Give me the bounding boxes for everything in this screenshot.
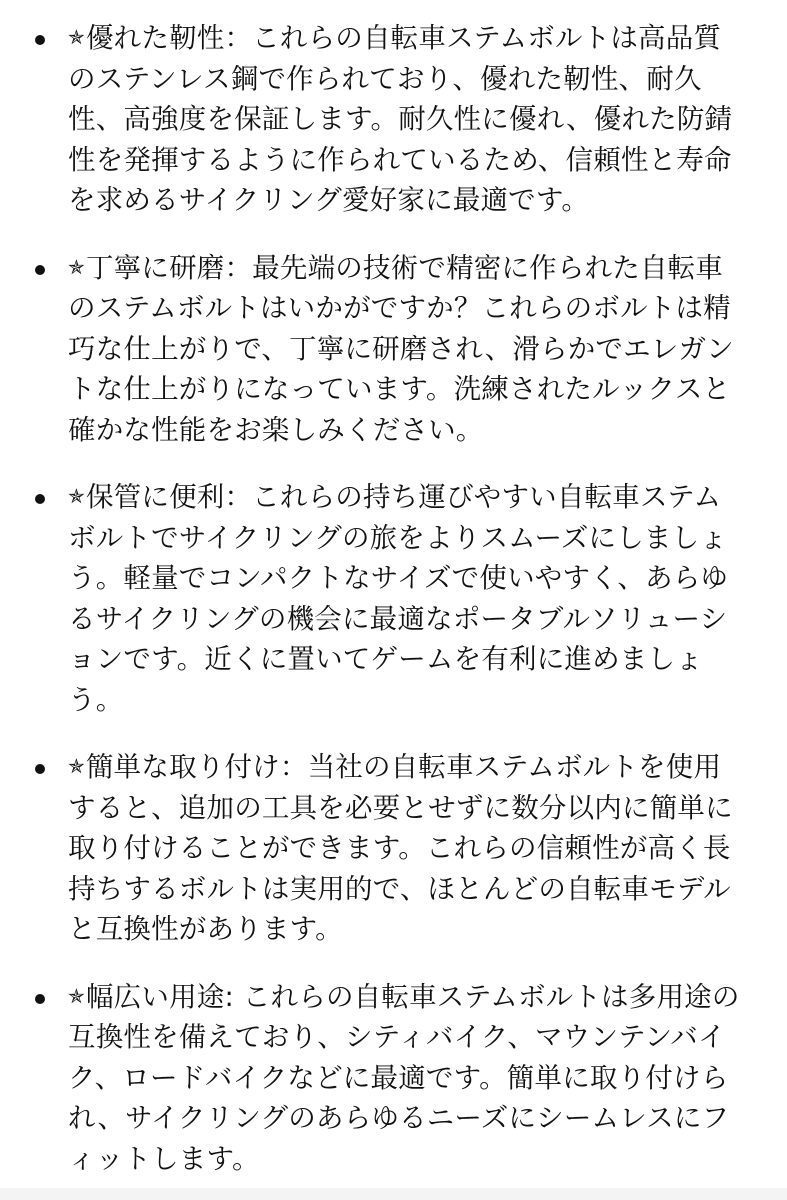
feature-title: 保管に便利： [85, 481, 253, 513]
star-icon: ✯ [68, 754, 85, 778]
bullet-dot [35, 35, 45, 45]
star-icon: ✯ [68, 254, 85, 279]
star-icon: ✯ [68, 484, 85, 508]
feature-body: これらの持ち運びやすい自転車ステムボルトでサイクリングの旅をよりスムーズにしましょう。軽量でコンパクトなサイズで使いやすく、あらゆるサイクリングの機会に最適なポータブルソリューションです。近くに置いてゲームを有利に進めましょう。 [68, 481, 729, 716]
feature-item-toughness [0, 18, 787, 221]
feature-item-storage [0, 477, 787, 720]
feature-body: 当社の自転車ステムボルトを使用すると、追加の工具を必要とせずに数分以内に簡単に取り付けることができます。これらの信頼性が高く長持ちするボルトは実用的で、ほとんどの自転車モデルと互換性があります。 [68, 751, 733, 945]
feature-body: これらの自転車ステムボルトは高品質のステンレス鋼で作られており、優れた靭性、耐久性、高強度を保証します。耐久性に優れ、優れた防錆性を発揮するように作られているため、信頼性と寿命を求めるサイクリング愛好家に最適です。 [68, 22, 733, 216]
bullet-dot [35, 764, 45, 774]
bullet-dot [35, 265, 45, 275]
feature-item-versatile [0, 977, 787, 1180]
feature-body: これらの自転車ステムボルトは多用途の互換性を備えており、シティバイク、マウンテンバイク、ロードバイクなどに最適です。簡単に取り付けられ、サイクリングのあらゆるニーズにシームレスにフィットします。 [68, 980, 740, 1175]
feature-title: 丁寧に研磨： [85, 251, 253, 284]
feature-item-installation [0, 747, 787, 950]
feature-title: 簡単な取り付け： [85, 751, 308, 783]
feature-title: 幅広い用途: [85, 980, 243, 1013]
star-icon: ✯ [68, 983, 85, 1008]
feature-body: 最先端の技術で精密に作られた自転車のステムボルトはいかがですか？これらのボルトは精巧な仕上がりで、丁寧に研磨され、滑らかでエレガントな仕上がりになっています。洗練されたルックスと確かな性能をお楽しみください。 [68, 251, 734, 446]
bullet-dot [35, 994, 45, 1004]
feature-item-polished [0, 248, 787, 451]
star-icon: ✯ [68, 25, 85, 49]
feature-title: 優れた靭性： [85, 22, 253, 54]
bottom-edge [0, 1188, 787, 1200]
bullet-dot [35, 494, 45, 504]
